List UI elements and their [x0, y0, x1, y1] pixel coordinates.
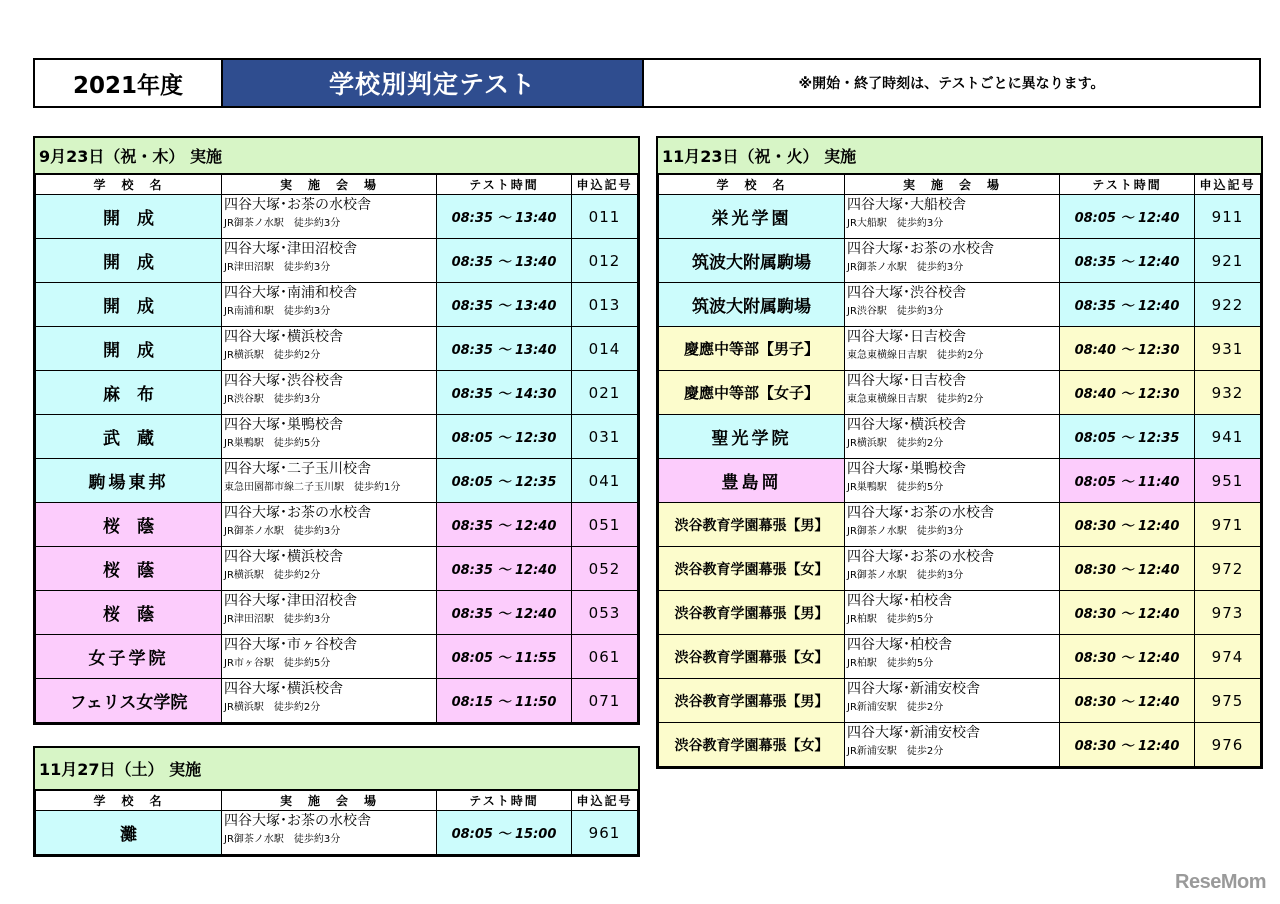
venue-name: 四谷大塚･津田沼校舎 [224, 241, 357, 257]
test-time: 08:15 ～ 11:50 [437, 679, 572, 723]
venue-name: 四谷大塚･お茶の水校舎 [224, 197, 371, 213]
test-time: 08:35 ～ 14:30 [437, 371, 572, 415]
venue-name: 四谷大塚･横浜校舎 [224, 329, 343, 345]
venue-access: 東急田園都市線二子玉川駅 徒歩約1分 [224, 482, 401, 493]
table-row [659, 635, 1261, 679]
test-time: 08:05 ～ 12:40 [1060, 195, 1195, 239]
col-header-venue: 実 施 会 場 [222, 175, 437, 195]
table-row [36, 239, 638, 283]
application-code: 071 [572, 679, 638, 723]
school-name: 駒場東邦 [88, 473, 169, 493]
test-time: 08:35 ～ 12:40 [1060, 239, 1195, 283]
school-name: 桜 蔭 [103, 605, 154, 625]
col-header-code: 申込記号 [572, 791, 638, 811]
school-name: 渋谷教育学園幕張【男】 [674, 605, 829, 622]
venue-name: 四谷大塚･お茶の水校舎 [847, 505, 994, 521]
school-name: 桜 蔭 [103, 561, 154, 581]
school-name: 武 蔵 [103, 429, 154, 449]
school-name: 慶應中等部【男子】 [683, 340, 819, 358]
table-row [36, 679, 638, 723]
school-name: 筑波大附属駒場 [692, 253, 811, 273]
table-row [659, 723, 1261, 767]
test-time: 08:35 ～ 13:40 [437, 195, 572, 239]
table-row [659, 371, 1261, 415]
table-row [36, 591, 638, 635]
col-header-time: テスト時間 [437, 175, 572, 195]
page-header [33, 58, 1261, 108]
col-header-school: 学 校 名 [659, 175, 845, 195]
venue-access: JR横浜駅 徒歩約2分 [847, 438, 944, 449]
school-name: 麻 布 [103, 385, 154, 405]
application-code: 053 [572, 591, 638, 635]
table-row [36, 547, 638, 591]
col-header-time: テスト時間 [437, 791, 572, 811]
test-time: 08:05 ～ 12:35 [1060, 415, 1195, 459]
venue-name: 四谷大塚･渋谷校舎 [224, 373, 343, 389]
venue-access: JR御茶ノ水駅 徒歩約3分 [847, 526, 964, 537]
table-row [36, 503, 638, 547]
venue-name: 四谷大塚･大船校舎 [847, 197, 966, 213]
test-time: 08:35 ～ 12:40 [1060, 283, 1195, 327]
table-row [659, 327, 1261, 371]
col-header-school: 学 校 名 [36, 175, 222, 195]
test-time: 08:35 ～ 13:40 [437, 239, 572, 283]
table-row [659, 503, 1261, 547]
col-header-venue: 実 施 会 場 [222, 791, 437, 811]
application-code: 972 [1195, 547, 1261, 591]
application-code: 941 [1195, 415, 1261, 459]
schedule-block-nov27 [33, 746, 640, 857]
venue-name: 四谷大塚･横浜校舎 [847, 417, 966, 433]
venue-access: JR御茶ノ水駅 徒歩約3分 [847, 570, 964, 581]
venue-name: 四谷大塚･柏校舎 [847, 593, 952, 609]
application-code: 951 [1195, 459, 1261, 503]
venue-name: 四谷大塚･巣鴨校舎 [224, 417, 343, 433]
application-code: 922 [1195, 283, 1261, 327]
venue-access: JR柏駅 徒歩約5分 [847, 614, 934, 625]
venue-name: 四谷大塚･巣鴨校舎 [847, 461, 966, 477]
venue-access: JR横浜駅 徒歩約2分 [224, 570, 321, 581]
venue-name: 四谷大塚･二子玉川校舎 [224, 461, 371, 477]
school-name: 開 成 [103, 253, 154, 273]
school-name: 灘 [120, 825, 137, 845]
col-header-school: 学 校 名 [36, 791, 222, 811]
application-code: 961 [572, 811, 638, 855]
table-row [36, 811, 638, 855]
venue-name: 四谷大塚･横浜校舎 [224, 549, 343, 565]
table-row [36, 635, 638, 679]
date-heading: 11月27日（土） 実施 [35, 748, 638, 790]
table-row [659, 459, 1261, 503]
venue-access: JR渋谷駅 徒歩約3分 [847, 306, 944, 317]
table-row [659, 195, 1261, 239]
venue-name: 四谷大塚･お茶の水校舎 [847, 241, 994, 257]
test-time: 08:35 ～ 13:40 [437, 283, 572, 327]
test-time: 08:35 ～ 12:40 [437, 503, 572, 547]
venue-name: 四谷大塚･日吉校舎 [847, 329, 966, 345]
date-heading: 9月23日（祝・木） 実施 [35, 138, 638, 174]
school-name: 渋谷教育学園幕張【女】 [674, 649, 829, 666]
school-name: 桜 蔭 [103, 517, 154, 537]
school-name: 開 成 [103, 297, 154, 317]
venue-access: JR柏駅 徒歩約5分 [847, 658, 934, 669]
school-name: 開 成 [103, 209, 154, 229]
table-row [36, 415, 638, 459]
col-header-code: 申込記号 [1195, 175, 1261, 195]
table-row [659, 679, 1261, 723]
application-code: 051 [572, 503, 638, 547]
test-time: 08:30 ～ 12:40 [1060, 679, 1195, 723]
test-time: 08:35 ～ 12:40 [437, 547, 572, 591]
application-code: 931 [1195, 327, 1261, 371]
venue-access: JR横浜駅 徒歩約2分 [224, 350, 321, 361]
school-name: 渋谷教育学園幕張【男】 [674, 517, 829, 534]
table-row [36, 327, 638, 371]
venue-access: JR御茶ノ水駅 徒歩約3分 [224, 218, 341, 229]
school-name: 渋谷教育学園幕張【女】 [674, 561, 829, 578]
school-name: 聖光学院 [711, 429, 792, 449]
test-time: 08:05 ～ 12:35 [437, 459, 572, 503]
col-header-code: 申込記号 [572, 175, 638, 195]
application-code: 041 [572, 459, 638, 503]
venue-name: 四谷大塚･お茶の水校舎 [224, 813, 371, 829]
school-name: 渋谷教育学園幕張【男】 [674, 693, 829, 710]
table-row [36, 195, 638, 239]
test-time: 08:35 ～ 12:40 [437, 591, 572, 635]
venue-access: JR巣鴨駅 徒歩約5分 [224, 438, 321, 449]
schedule-table [35, 174, 638, 723]
test-time: 08:30 ～ 12:40 [1060, 635, 1195, 679]
test-time: 08:35 ～ 13:40 [437, 327, 572, 371]
timing-note: ※開始・終了時刻は、テストごとに異なります。 [798, 76, 1105, 92]
school-name: 渋谷教育学園幕張【女】 [674, 737, 829, 754]
venue-name: 四谷大塚･渋谷校舎 [847, 285, 966, 301]
application-code: 031 [572, 415, 638, 459]
application-code: 976 [1195, 723, 1261, 767]
resemom-watermark: ReseMom [1175, 871, 1266, 893]
school-name: フェリス女学院 [69, 693, 188, 713]
table-row [659, 239, 1261, 283]
test-time: 08:30 ～ 12:40 [1060, 547, 1195, 591]
test-time: 08:05 ～ 11:40 [1060, 459, 1195, 503]
application-code: 013 [572, 283, 638, 327]
col-header-venue: 実 施 会 場 [845, 175, 1060, 195]
test-time: 08:05 ～ 11:55 [437, 635, 572, 679]
venue-access: JR新浦安駅 徒歩2分 [847, 746, 944, 757]
fiscal-year: 2021年度 [35, 60, 223, 106]
venue-access: JR南浦和駅 徒歩約3分 [224, 306, 331, 317]
test-time: 08:30 ～ 12:40 [1060, 591, 1195, 635]
venue-name: 四谷大塚･日吉校舎 [847, 373, 966, 389]
school-name: 慶應中等部【女子】 [683, 384, 819, 402]
venue-access: JR市ヶ谷駅 徒歩約5分 [224, 658, 331, 669]
test-time: 08:40 ～ 12:30 [1060, 327, 1195, 371]
schedule-block-nov23 [656, 136, 1263, 769]
application-code: 012 [572, 239, 638, 283]
venue-name: 四谷大塚･横浜校舎 [224, 681, 343, 697]
application-code: 921 [1195, 239, 1261, 283]
col-header-time: テスト時間 [1060, 175, 1195, 195]
test-time: 08:30 ～ 12:40 [1060, 723, 1195, 767]
schedule-block-sep23 [33, 136, 640, 725]
venue-access: JR渋谷駅 徒歩約3分 [224, 394, 321, 405]
test-time: 08:30 ～ 12:40 [1060, 503, 1195, 547]
venue-name: 四谷大塚･津田沼校舎 [224, 593, 357, 609]
application-code: 911 [1195, 195, 1261, 239]
venue-access: JR新浦安駅 徒歩2分 [847, 702, 944, 713]
school-name: 豊島岡 [721, 473, 782, 493]
venue-name: 四谷大塚･南浦和校舎 [224, 285, 357, 301]
application-code: 021 [572, 371, 638, 415]
date-heading: 11月23日（祝・火） 実施 [658, 138, 1261, 174]
school-name: 筑波大附属駒場 [692, 297, 811, 317]
table-row [36, 371, 638, 415]
venue-name: 四谷大塚･新浦安校舎 [847, 681, 980, 697]
application-code: 061 [572, 635, 638, 679]
test-time: 08:40 ～ 12:30 [1060, 371, 1195, 415]
table-row [659, 415, 1261, 459]
venue-name: 四谷大塚･柏校舎 [847, 637, 952, 653]
table-row [36, 459, 638, 503]
venue-name: 四谷大塚･市ヶ谷校舎 [224, 637, 357, 653]
venue-access: JR御茶ノ水駅 徒歩約3分 [224, 526, 341, 537]
application-code: 971 [1195, 503, 1261, 547]
venue-access: JR御茶ノ水駅 徒歩約3分 [847, 262, 964, 273]
venue-access: JR津田沼駅 徒歩約3分 [224, 614, 331, 625]
application-code: 052 [572, 547, 638, 591]
table-row [659, 591, 1261, 635]
schedule-table [35, 790, 638, 855]
venue-access: JR御茶ノ水駅 徒歩約3分 [224, 834, 341, 845]
application-code: 011 [572, 195, 638, 239]
venue-name: 四谷大塚･新浦安校舎 [847, 725, 980, 741]
school-name: 女子学院 [88, 649, 169, 669]
venue-access: JR津田沼駅 徒歩約3分 [224, 262, 331, 273]
venue-access: 東急東横線日吉駅 徒歩約2分 [847, 350, 984, 361]
application-code: 973 [1195, 591, 1261, 635]
venue-access: JR大船駅 徒歩約3分 [847, 218, 944, 229]
application-code: 974 [1195, 635, 1261, 679]
table-row [659, 547, 1261, 591]
venue-access: JR巣鴨駅 徒歩約5分 [847, 482, 944, 493]
school-name: 開 成 [103, 341, 154, 361]
application-code: 975 [1195, 679, 1261, 723]
table-row [659, 283, 1261, 327]
venue-access: 東急東横線日吉駅 徒歩約2分 [847, 394, 984, 405]
schedule-table [658, 174, 1261, 767]
page-title: 学校別判定テスト [223, 60, 644, 106]
venue-name: 四谷大塚･お茶の水校舎 [847, 549, 994, 565]
school-name: 栄光学園 [711, 209, 792, 229]
application-code: 932 [1195, 371, 1261, 415]
test-time: 08:05 ～ 15:00 [437, 811, 572, 855]
table-row [36, 283, 638, 327]
venue-name: 四谷大塚･お茶の水校舎 [224, 505, 371, 521]
venue-access: JR横浜駅 徒歩約2分 [224, 702, 321, 713]
application-code: 014 [572, 327, 638, 371]
test-time: 08:05 ～ 12:30 [437, 415, 572, 459]
